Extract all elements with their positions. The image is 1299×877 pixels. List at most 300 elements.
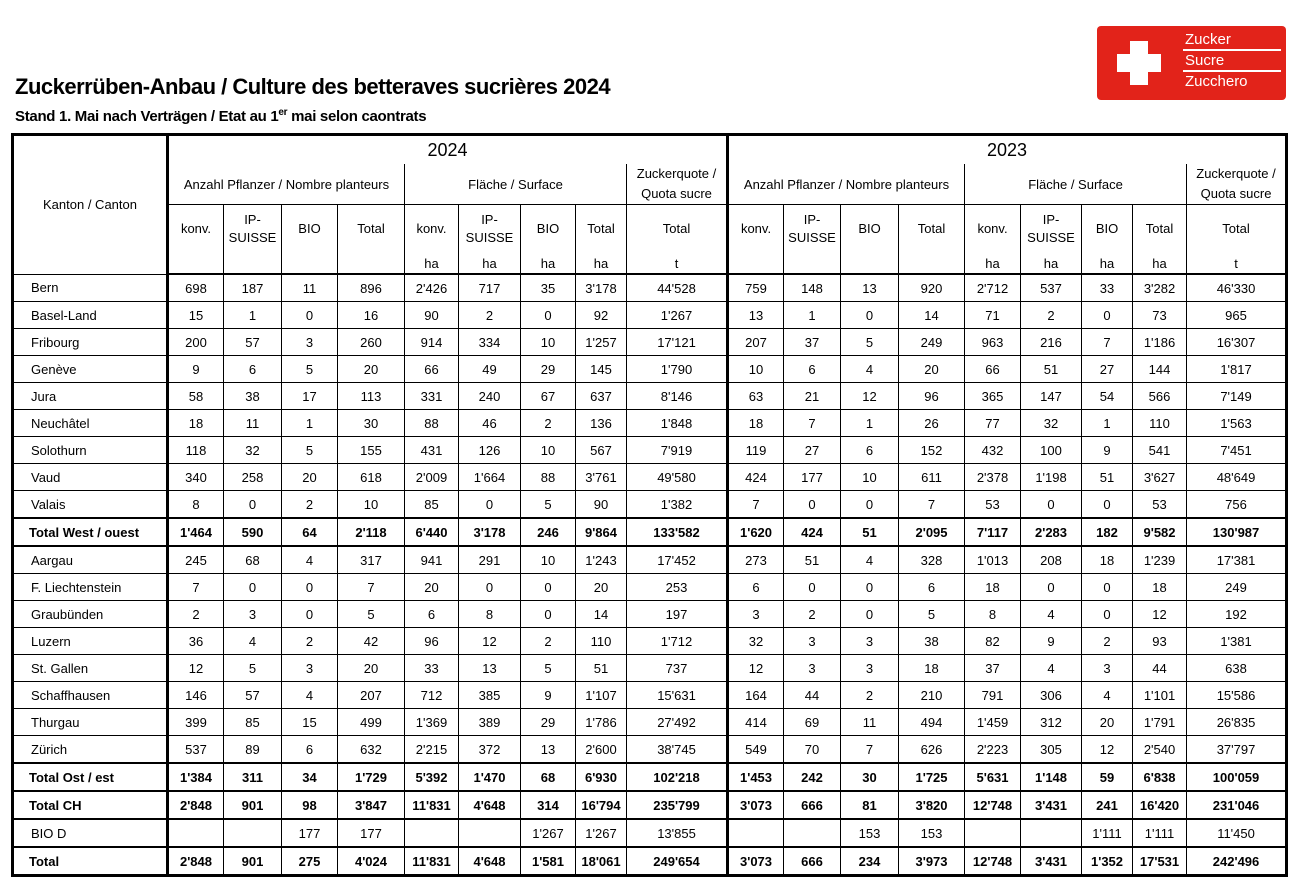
table-cell: 1'148 bbox=[1021, 763, 1082, 791]
table-cell: 9 bbox=[521, 682, 576, 709]
table-cell: 896 bbox=[338, 274, 405, 302]
table-row bbox=[13, 682, 1287, 709]
logo-words bbox=[1183, 30, 1281, 91]
table-cell: 102'218 bbox=[627, 763, 728, 791]
table-cell: 0 bbox=[784, 491, 841, 519]
table-cell: 249 bbox=[899, 329, 965, 356]
table-cell: 44 bbox=[1133, 655, 1187, 682]
table-cell: 0 bbox=[282, 601, 338, 628]
table-row bbox=[13, 709, 1287, 736]
table-cell: 6'440 bbox=[405, 518, 459, 546]
column-header-bio: BIO bbox=[521, 205, 576, 254]
table-cell: 791 bbox=[965, 682, 1021, 709]
table-cell: 8 bbox=[965, 601, 1021, 628]
canton-name: Total CH bbox=[13, 791, 168, 819]
table-cell: 7 bbox=[841, 736, 899, 764]
table-cell: 16 bbox=[338, 302, 405, 329]
table-cell: 29 bbox=[521, 356, 576, 383]
table-cell: 1 bbox=[1082, 410, 1133, 437]
table-cell: 1'664 bbox=[459, 464, 521, 491]
table-cell: 566 bbox=[1133, 383, 1187, 410]
table-cell: 6'930 bbox=[576, 763, 627, 791]
table-cell: 27 bbox=[1082, 356, 1133, 383]
column-header-bio: BIO bbox=[282, 205, 338, 254]
column-header-konv: konv. bbox=[728, 205, 784, 254]
table-cell: 3'431 bbox=[1021, 791, 1082, 819]
table-cell: 499 bbox=[338, 709, 405, 736]
table-cell: 637 bbox=[576, 383, 627, 410]
table-cell: 187 bbox=[224, 274, 282, 302]
table-cell: 133'582 bbox=[627, 518, 728, 546]
table-cell: 32 bbox=[1021, 410, 1082, 437]
table-cell: 3'431 bbox=[1021, 847, 1082, 876]
table-row bbox=[13, 628, 1287, 655]
table-cell: 200 bbox=[168, 329, 224, 356]
table-cell: 541 bbox=[1133, 437, 1187, 464]
table-cell: 5'631 bbox=[965, 763, 1021, 791]
table-cell: 26 bbox=[899, 410, 965, 437]
table-cell: 756 bbox=[1187, 491, 1287, 519]
table-cell: 67 bbox=[521, 383, 576, 410]
table-row bbox=[13, 437, 1287, 464]
table-cell: 3'973 bbox=[899, 847, 965, 876]
table-cell: 2'378 bbox=[965, 464, 1021, 491]
canton-name: Graubünden bbox=[13, 601, 168, 628]
table-cell: 2'712 bbox=[965, 274, 1021, 302]
table-cell: 1'620 bbox=[728, 518, 784, 546]
table-cell: 82 bbox=[965, 628, 1021, 655]
table-cell: 11'831 bbox=[405, 847, 459, 876]
canton-name: Aargau bbox=[13, 546, 168, 574]
table-cell: 0 bbox=[459, 574, 521, 601]
table-cell: 3 bbox=[841, 655, 899, 682]
table-cell: 44'528 bbox=[627, 274, 728, 302]
table-cell: 0 bbox=[841, 491, 899, 519]
table-cell: 1'470 bbox=[459, 763, 521, 791]
table-cell: 6 bbox=[282, 736, 338, 764]
table-cell: 3'847 bbox=[338, 791, 405, 819]
table-cell: 340 bbox=[168, 464, 224, 491]
table-cell: 81 bbox=[841, 791, 899, 819]
table-cell: 1'790 bbox=[627, 356, 728, 383]
table-cell: 9 bbox=[1082, 437, 1133, 464]
table-cell: 9'582 bbox=[1133, 518, 1187, 546]
table-cell: 9 bbox=[1021, 628, 1082, 655]
table-row bbox=[13, 383, 1287, 410]
column-unit bbox=[338, 253, 405, 274]
table-cell: 17'121 bbox=[627, 329, 728, 356]
table-cell: 164 bbox=[728, 682, 784, 709]
table-cell: 414 bbox=[728, 709, 784, 736]
table-cell bbox=[168, 819, 224, 847]
table-cell: 53 bbox=[1133, 491, 1187, 519]
table-cell: 1 bbox=[282, 410, 338, 437]
table-cell: 1'267 bbox=[521, 819, 576, 847]
table-cell: 431 bbox=[405, 437, 459, 464]
table-cell: 88 bbox=[521, 464, 576, 491]
table-cell: 0 bbox=[1082, 491, 1133, 519]
table-cell: 0 bbox=[521, 302, 576, 329]
table-cell: 37 bbox=[965, 655, 1021, 682]
table-cell: 15'586 bbox=[1187, 682, 1287, 709]
table-cell: 5 bbox=[224, 655, 282, 682]
table-cell: 26'835 bbox=[1187, 709, 1287, 736]
table-cell: 311 bbox=[224, 763, 282, 791]
table-cell: 12'748 bbox=[965, 847, 1021, 876]
surface-group-header: Fläche / Surface bbox=[965, 164, 1187, 205]
table-cell: 0 bbox=[224, 574, 282, 601]
table-cell: 258 bbox=[224, 464, 282, 491]
canton-name: St. Gallen bbox=[13, 655, 168, 682]
table-cell: 30 bbox=[841, 763, 899, 791]
table-cell: 11'831 bbox=[405, 791, 459, 819]
table-cell: 3'282 bbox=[1133, 274, 1187, 302]
table-cell: 1'712 bbox=[627, 628, 728, 655]
table-cell: 7'117 bbox=[965, 518, 1021, 546]
table-cell: 901 bbox=[224, 791, 282, 819]
table-row bbox=[13, 302, 1287, 329]
canton-name: Total bbox=[13, 847, 168, 876]
table-cell: 2'118 bbox=[338, 518, 405, 546]
table-cell: 963 bbox=[965, 329, 1021, 356]
table-cell: 5 bbox=[521, 655, 576, 682]
table-cell: 1'111 bbox=[1082, 819, 1133, 847]
column-unit bbox=[784, 253, 841, 274]
table-cell: 0 bbox=[521, 574, 576, 601]
table-cell: 153 bbox=[899, 819, 965, 847]
table-row bbox=[13, 601, 1287, 628]
table-cell: 148 bbox=[784, 274, 841, 302]
table-cell: 260 bbox=[338, 329, 405, 356]
column-header-total: Total bbox=[1187, 205, 1287, 254]
table-cell: 13 bbox=[521, 736, 576, 764]
table-cell: 7 bbox=[1082, 329, 1133, 356]
table-cell: 6 bbox=[841, 437, 899, 464]
table-cell: 11'450 bbox=[1187, 819, 1287, 847]
table-cell: 51 bbox=[576, 655, 627, 682]
table-cell: 119 bbox=[728, 437, 784, 464]
canton-name: Valais bbox=[13, 491, 168, 519]
column-header-konv: konv. bbox=[168, 205, 224, 254]
canton-name: Zürich bbox=[13, 736, 168, 764]
table-cell: 10 bbox=[521, 329, 576, 356]
table-row bbox=[13, 518, 1287, 546]
table-cell: 6 bbox=[728, 574, 784, 601]
table-cell: 2 bbox=[168, 601, 224, 628]
table-cell: 13 bbox=[728, 302, 784, 329]
table-cell: 424 bbox=[784, 518, 841, 546]
table-cell: 1 bbox=[841, 410, 899, 437]
table-cell: 12 bbox=[728, 655, 784, 682]
table-cell: 305 bbox=[1021, 736, 1082, 764]
table-cell: 2 bbox=[521, 628, 576, 655]
table-cell: 2'223 bbox=[965, 736, 1021, 764]
table-cell: 0 bbox=[1082, 574, 1133, 601]
table-cell: 8 bbox=[168, 491, 224, 519]
table-cell: 11 bbox=[282, 274, 338, 302]
table-cell: 49 bbox=[459, 356, 521, 383]
table-cell: 153 bbox=[841, 819, 899, 847]
table-cell: 16'420 bbox=[1133, 791, 1187, 819]
table-cell: 18 bbox=[1082, 546, 1133, 574]
table-cell: 20 bbox=[899, 356, 965, 383]
planters-group-header: Anzahl Pflanzer / Nombre planteurs bbox=[728, 164, 965, 205]
table-cell: 177 bbox=[282, 819, 338, 847]
table-cell: 372 bbox=[459, 736, 521, 764]
table-cell: 1'791 bbox=[1133, 709, 1187, 736]
table-cell: 85 bbox=[224, 709, 282, 736]
table-cell: 4 bbox=[1082, 682, 1133, 709]
table-cell: 96 bbox=[405, 628, 459, 655]
table-cell: 626 bbox=[899, 736, 965, 764]
table-cell: 29 bbox=[521, 709, 576, 736]
table-cell: 235'799 bbox=[627, 791, 728, 819]
table-cell: 611 bbox=[899, 464, 965, 491]
page-subtitle bbox=[15, 107, 426, 125]
table-cell: 12 bbox=[459, 628, 521, 655]
table-cell: 2'848 bbox=[168, 847, 224, 876]
table-cell: 2 bbox=[521, 410, 576, 437]
table-cell: 4'648 bbox=[459, 847, 521, 876]
table-cell: 1'563 bbox=[1187, 410, 1287, 437]
table-cell: 7 bbox=[899, 491, 965, 519]
canton-name: Luzern bbox=[13, 628, 168, 655]
table-cell: 11 bbox=[841, 709, 899, 736]
table-cell: 6 bbox=[899, 574, 965, 601]
table-cell: 1'817 bbox=[1187, 356, 1287, 383]
table-cell: 737 bbox=[627, 655, 728, 682]
table-cell: 1'107 bbox=[576, 682, 627, 709]
canton-name: Total Ost / est bbox=[13, 763, 168, 791]
swiss-cross-icon bbox=[1103, 32, 1175, 94]
table-cell: 10 bbox=[338, 491, 405, 519]
table-cell: 7 bbox=[784, 410, 841, 437]
table-cell: 1'729 bbox=[338, 763, 405, 791]
column-header-bio: BIO bbox=[1082, 205, 1133, 254]
canton-name: Bern bbox=[13, 274, 168, 302]
table-cell: 666 bbox=[784, 791, 841, 819]
table-cell: 590 bbox=[224, 518, 282, 546]
table-cell: 385 bbox=[459, 682, 521, 709]
table-cell: 6 bbox=[784, 356, 841, 383]
table-cell: 38 bbox=[224, 383, 282, 410]
table-cell: 20 bbox=[282, 464, 338, 491]
table-cell: 7'451 bbox=[1187, 437, 1287, 464]
table-cell: 0 bbox=[224, 491, 282, 519]
table-cell: 32 bbox=[224, 437, 282, 464]
table-cell: 64 bbox=[282, 518, 338, 546]
table-cell: 6 bbox=[224, 356, 282, 383]
table-cell: 2 bbox=[282, 491, 338, 519]
table-cell: 63 bbox=[728, 383, 784, 410]
table-cell: 0 bbox=[841, 574, 899, 601]
table-cell: 110 bbox=[576, 628, 627, 655]
column-unit: ha bbox=[1021, 253, 1082, 274]
table-cell: 2 bbox=[1082, 628, 1133, 655]
table-cell: 1'111 bbox=[1133, 819, 1187, 847]
table-cell: 1'186 bbox=[1133, 329, 1187, 356]
table-cell: 27'492 bbox=[627, 709, 728, 736]
table-cell: 3 bbox=[282, 655, 338, 682]
column-unit bbox=[841, 253, 899, 274]
table-cell: 145 bbox=[576, 356, 627, 383]
table-cell: 12'748 bbox=[965, 791, 1021, 819]
quota-group-header: Zuckerquote / Quota sucre bbox=[627, 164, 728, 205]
table-cell: 494 bbox=[899, 709, 965, 736]
year-header-2023: 2023 bbox=[728, 135, 1287, 165]
table-cell: 3 bbox=[841, 628, 899, 655]
table-cell: 1'352 bbox=[1082, 847, 1133, 876]
column-header-total: Total bbox=[576, 205, 627, 254]
table-cell: 2 bbox=[841, 682, 899, 709]
table-cell: 1'013 bbox=[965, 546, 1021, 574]
table-cell: 3 bbox=[282, 329, 338, 356]
table-cell: 59 bbox=[1082, 763, 1133, 791]
table-cell: 1 bbox=[784, 302, 841, 329]
table-cell: 14 bbox=[576, 601, 627, 628]
table-cell: 7 bbox=[338, 574, 405, 601]
table-cell: 0 bbox=[521, 601, 576, 628]
table-cell: 16'307 bbox=[1187, 329, 1287, 356]
table-row bbox=[13, 763, 1287, 791]
table-cell: 9 bbox=[168, 356, 224, 383]
table-cell: 48'649 bbox=[1187, 464, 1287, 491]
column-unit: ha bbox=[576, 253, 627, 274]
table-row bbox=[13, 410, 1287, 437]
table-cell: 20 bbox=[338, 655, 405, 682]
table-cell: 51 bbox=[1021, 356, 1082, 383]
table-cell: 85 bbox=[405, 491, 459, 519]
table-cell: 18 bbox=[728, 410, 784, 437]
year-header-2024: 2024 bbox=[168, 135, 728, 165]
table-cell: 17'452 bbox=[627, 546, 728, 574]
table-cell: 20 bbox=[338, 356, 405, 383]
table-cell: 4 bbox=[282, 682, 338, 709]
column-header-total: Total bbox=[1133, 205, 1187, 254]
column-header-ip: IP-SUISSE bbox=[784, 205, 841, 254]
table-cell: 49'580 bbox=[627, 464, 728, 491]
table-cell: 66 bbox=[405, 356, 459, 383]
table-cell: 567 bbox=[576, 437, 627, 464]
table-cell: 1'257 bbox=[576, 329, 627, 356]
table-cell: 18'061 bbox=[576, 847, 627, 876]
table-cell: 399 bbox=[168, 709, 224, 736]
table-cell: 914 bbox=[405, 329, 459, 356]
table-cell: 901 bbox=[224, 847, 282, 876]
table-cell: 334 bbox=[459, 329, 521, 356]
table-cell: 3 bbox=[1082, 655, 1133, 682]
table-cell: 2 bbox=[784, 601, 841, 628]
table-cell: 240 bbox=[459, 383, 521, 410]
table-cell: 2 bbox=[282, 628, 338, 655]
table-cell: 15 bbox=[282, 709, 338, 736]
table-row bbox=[13, 574, 1287, 601]
table-cell: 1 bbox=[224, 302, 282, 329]
table-cell: 15'631 bbox=[627, 682, 728, 709]
table-cell: 66 bbox=[965, 356, 1021, 383]
canton-name: F. Liechtenstein bbox=[13, 574, 168, 601]
table-cell: 68 bbox=[224, 546, 282, 574]
table-cell: 0 bbox=[1082, 601, 1133, 628]
table-cell: 1'101 bbox=[1133, 682, 1187, 709]
table-cell: 93 bbox=[1133, 628, 1187, 655]
table-cell: 5 bbox=[899, 601, 965, 628]
table-cell: 152 bbox=[899, 437, 965, 464]
table-cell: 3 bbox=[224, 601, 282, 628]
table-cell: 32 bbox=[728, 628, 784, 655]
quota-group-header: Zuckerquote / Quota sucre bbox=[1187, 164, 1287, 205]
table-cell: 273 bbox=[728, 546, 784, 574]
canton-name: Total West / ouest bbox=[13, 518, 168, 546]
table-row bbox=[13, 736, 1287, 764]
table-cell: 549 bbox=[728, 736, 784, 764]
table-cell: 3'073 bbox=[728, 847, 784, 876]
column-header-total: Total bbox=[627, 205, 728, 254]
table-cell: 632 bbox=[338, 736, 405, 764]
canton-name: Schaffhausen bbox=[13, 682, 168, 709]
table-cell: 432 bbox=[965, 437, 1021, 464]
table-cell: 253 bbox=[627, 574, 728, 601]
table-cell: 234 bbox=[841, 847, 899, 876]
table-cell: 34 bbox=[282, 763, 338, 791]
table-cell: 12 bbox=[1133, 601, 1187, 628]
table-cell: 4 bbox=[1021, 601, 1082, 628]
table-cell: 5 bbox=[521, 491, 576, 519]
table-cell: 216 bbox=[1021, 329, 1082, 356]
table-cell: 2'426 bbox=[405, 274, 459, 302]
table-cell: 638 bbox=[1187, 655, 1287, 682]
table-cell: 712 bbox=[405, 682, 459, 709]
table-cell: 17'531 bbox=[1133, 847, 1187, 876]
table-cell: 3'761 bbox=[576, 464, 627, 491]
canton-name: Jura bbox=[13, 383, 168, 410]
column-header-total: Total bbox=[899, 205, 965, 254]
table-cell: 242'496 bbox=[1187, 847, 1287, 876]
table-cell: 17'381 bbox=[1187, 546, 1287, 574]
table-cell: 130'987 bbox=[1187, 518, 1287, 546]
table-row bbox=[13, 329, 1287, 356]
table-cell: 6'838 bbox=[1133, 763, 1187, 791]
table-cell: 12 bbox=[1082, 736, 1133, 764]
table-cell bbox=[224, 819, 282, 847]
column-unit bbox=[899, 253, 965, 274]
table-cell: 20 bbox=[576, 574, 627, 601]
table-cell: 10 bbox=[521, 546, 576, 574]
table-cell: 242 bbox=[784, 763, 841, 791]
table-cell: 1'267 bbox=[627, 302, 728, 329]
table-cell: 90 bbox=[405, 302, 459, 329]
table-cell: 7'149 bbox=[1187, 383, 1287, 410]
table-cell: 92 bbox=[576, 302, 627, 329]
table-cell: 71 bbox=[965, 302, 1021, 329]
table-cell: 27 bbox=[784, 437, 841, 464]
page-title: Zuckerrüben-Anbau / Culture des betteraves sucrières 2024 bbox=[15, 74, 611, 99]
column-unit bbox=[282, 253, 338, 274]
table-cell: 2'283 bbox=[1021, 518, 1082, 546]
table-cell: 246 bbox=[521, 518, 576, 546]
table-cell: 3 bbox=[784, 628, 841, 655]
table-cell: 4'648 bbox=[459, 791, 521, 819]
column-header-ip: IP-SUISSE bbox=[224, 205, 282, 254]
table-cell: 18 bbox=[1133, 574, 1187, 601]
table-cell: 207 bbox=[728, 329, 784, 356]
table-cell: 210 bbox=[899, 682, 965, 709]
column-unit: ha bbox=[521, 253, 576, 274]
table-cell: 53 bbox=[965, 491, 1021, 519]
table-cell: 10 bbox=[841, 464, 899, 491]
sugar-beet-table bbox=[11, 133, 1288, 877]
table-cell: 537 bbox=[168, 736, 224, 764]
